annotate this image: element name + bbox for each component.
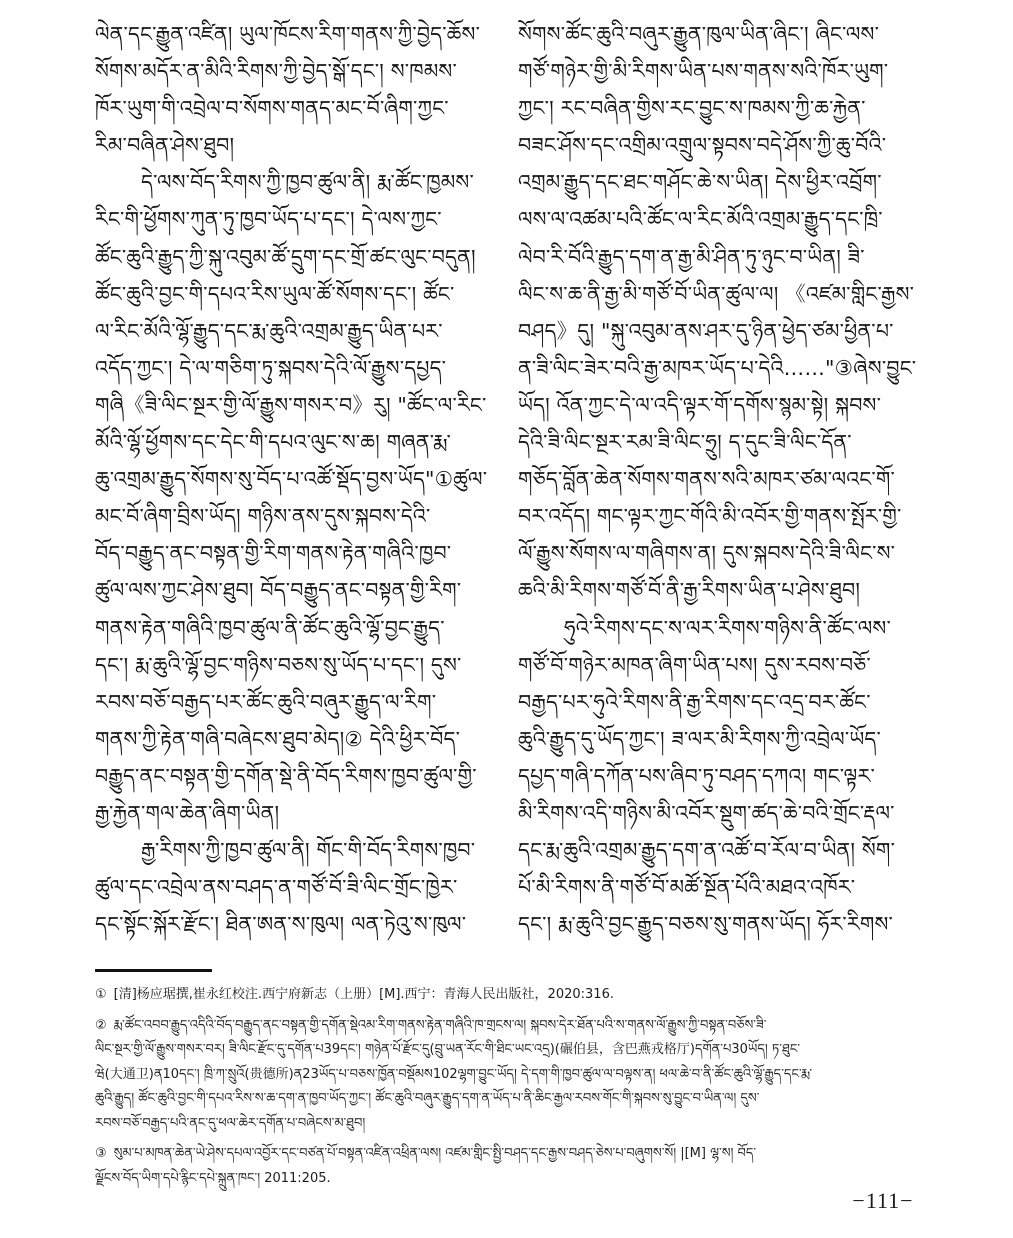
text-line: འགྲམ་རྒྱུད་དང་ཐང་གཤོང་ཆེ་ས་ཡིན། དེས་ཕྱིར་འབྲོག་ bbox=[518, 170, 882, 195]
text-line: གནས་རྟེན་གཞིའི་ཁྱབ་ཚུལ་ནི་ཚོང་ཆུའི་ལྷོ་བྱང་རྒྱུད་ bbox=[95, 615, 445, 640]
footnote-marker: ③ bbox=[95, 1146, 107, 1161]
footnote-line: རབས་བཅོ་བརྒྱད་པའི་ནང་དུ་ཕལ་ཆེར་དགོན་པ་བཞེངས་མ་ཐུབ། bbox=[95, 1115, 366, 1131]
text-line: ཆུའི་རྒྱུད་དུ་ཡོད་ཀྱང་། ཟ་ལར་མི་རིགས་ཀྱི་འབྲེལ་ཡོད་ bbox=[518, 726, 881, 751]
footnote-line: ② རྨ་ཚོང་འབབ་རྒྱུད་འདིའི་བོད་བརྒྱུད་ནང་བསྟན་གྱི་དགོན་སྡེའམ་རིག་གནས་རྟེན་གཞིའི་ཁ་གྲངས་ལ། སྐབས་དེར་ཐོན་པའི་ས་གནས་ལོ་རྒྱུས་ཀྱི་བསྟན་བཅོས་ཟི་ bbox=[95, 1017, 767, 1033]
text-line: དཔྱད་གཞི་དཀོན་པས་ཞིབ་ཏུ་བཤད་དཀའ། གང་ལྟར་ bbox=[518, 763, 875, 788]
text-line: པོ་མི་རིགས་ནི་གཙོ་བོ་མཚོ་སྔོན་པོའི་མཐའ་འཁོར་ bbox=[518, 875, 856, 900]
text-line: ཁོར་ཡུག་གི་འབྲེལ་བ་སོགས་གནད་མང་བོ་ཞིག་ཀྱང་ bbox=[95, 96, 449, 121]
text-line: རབས་བཅོ་བརྒྱད་པར་ཚོང་ཆུའི་བཞུར་རྒྱུད་ལ་རིག་ bbox=[95, 689, 437, 714]
text-line: དང་རྨ་ཆུའི་འགྲམ་རྒྱུད་དག་ན་འཚོ་བ་རོལ་བ་ཡིན། སོག་ bbox=[518, 838, 896, 863]
text-line: བརྒྱད་པར་ཧུའེ་རིགས་ནི་རྒྱ་རིགས་དང་འདྲ་བར་ཚོང་ bbox=[518, 689, 871, 714]
text-line: ལེན་དང་རྒྱུན་འཛིན། ཡུལ་ཁོངས་རིག་གནས་ཀྱི་བྱེད་ཆོས་ bbox=[95, 22, 481, 46]
text-line: ཆུ་འགྲམ་རྒྱུད་སོགས་སུ་བོད་པ་འཚོ་སྡོད་བྱས་ཡོད"①ཚུལ་ bbox=[95, 467, 488, 492]
left-column bbox=[95, 16, 502, 946]
text-line: ཆའི་མི་རིགས་གཙོ་བོ་ནི་རྒྱ་རིགས་ཡིན་པ་ཤེས་ཐུབ། bbox=[518, 578, 861, 603]
footnote-marker: ① bbox=[95, 987, 107, 1002]
text-line: མི་རིགས་འདི་གཉིས་མི་འབོར་སྡུག་ཚད་ཆེ་བའི་གྲོང་རྡལ་ bbox=[518, 800, 895, 825]
text-line: རྒྱ་རིགས་ཀྱི་ཁྱབ་ཚུལ་ནི། གོང་གི་བོད་རིགས་ཁྱབ་ bbox=[141, 838, 476, 863]
text-line: དང་། རྨ་ཆུའི་བྱང་རྒྱུད་བཅས་སུ་གནས་ཡོད། ཧོར་རིགས་ bbox=[518, 912, 894, 937]
text-line: ཧུའེ་རིགས་དང་ས་ལར་རིགས་གཉིས་ནི་ཚོང་ལས་ bbox=[564, 615, 891, 640]
text-line: གཞི《ཟི་ལིང་སྔར་གྱི་ལོ་རྒྱུས་གསར་བ》རུ། "ཚོང་ལ་རིང་ bbox=[95, 392, 487, 417]
text-line: བཟང་ཤོས་དང་འགྲིམ་འགྲུལ་སྟབས་བདེ་ཤོས་ཀྱི་ཆུ་བོའི་ bbox=[518, 133, 887, 158]
text-line: རིམ་བཞིན་ཤེས་ཐུབ། bbox=[95, 133, 235, 158]
footnote-line: ① [清]杨应琚撰,崔永红校注.西宁府新志（上册）[M].西宁：青海人民出版社，2020:316. bbox=[95, 987, 614, 1002]
text-line: ཀྱང་། རང་བཞིན་གྱིས་རང་བྱུང་ས་ཁམས་ཀྱི་ཆ་རྐྱེན་ bbox=[518, 96, 866, 121]
text-line: མང་བོ་ཞིག་བྲིས་ཡོད། གཉིས་ནས་དུས་སྐབས་དེའི་ bbox=[95, 504, 431, 529]
footnote bbox=[95, 983, 933, 1008]
text-line: གཙོ་བོ་གཉེར་མཁན་ཞིག་ཡིན་པས། དུས་རབས་བཅོ་ bbox=[518, 652, 871, 677]
footnote-line: ལྗོངས་བོད་ཡིག་དཔེ་རྙིང་དཔེ་སྐྲུན་ཁང་། 2011:205. bbox=[95, 1170, 331, 1186]
text-line: ཡོད། འོན་ཀྱང་དེ་ལ་འདི་ལྟར་གོ་དགོས་སྙམ་སྟེ། སྐབས་ bbox=[518, 392, 882, 417]
text-line: ལེབ་རི་བོའི་རྒྱུད་དག་ན་རྒྱ་མི་ཤིན་ཏུ་ཉུང་བ་ཡིན། ཟི་ bbox=[518, 244, 865, 269]
footnote-separator-rule bbox=[95, 969, 212, 972]
text-line: དེ་ལས་བོད་རིགས་ཀྱི་ཁྱབ་ཚུལ་ནི། རྨ་ཚོང་ཁྱམས་ bbox=[141, 170, 474, 195]
footnote-line: ③ སུམ་པ་མཁན་ཆེན་ཡེ་ཤེས་དཔལ་འབྱོར་དང་བཙན་པོ་བསྟན་འཛིན་འཕྲིན་ལས། འཛམ་གླིང་སྤྱི་བཤད་དང་རྒྱས་བཤད་ཅེས་པ་བཞུགས་སོ། |[M] ལྷ་ས། བོད་ bbox=[95, 1146, 757, 1161]
text-line: ལོ་རྒྱུས་སོགས་ལ་གཞིགས་ན། དུས་སྐབས་དེའི་ཟི་ལིང་ས་ bbox=[518, 541, 896, 566]
text-line: བཤད》དུ། "སྐུ་འབུམ་ནས་ཤར་དུ་ཉིན་ཕྱེད་ཙམ་ཕྱིན་པ་ bbox=[518, 318, 894, 343]
text-line: ཚོང་ཆུའི་རྒྱུད་ཀྱི་སྐུ་འབུམ་ཚོ་དྲུག་དང་གྲོ་ཚང་ལུང་བདུན། bbox=[95, 244, 476, 269]
text-line: དང་། རྨ་ཆུའི་ལྷོ་བྱང་གཉིས་བཅས་སུ་ཡོད་པ་དང་། དུས་ bbox=[95, 652, 462, 677]
text-line: རིང་གི་ཕྱོགས་ཀུན་ཏུ་ཁྱབ་ཡོད་པ་དང་། དེ་ལས་ཀྱང་ bbox=[95, 207, 442, 232]
text-line: ཚུལ་དང་འབྲེལ་ནས་བཤད་ན་གཙོ་བོ་ཟི་ལིང་གྲོང་ཁྱེར་ bbox=[95, 875, 458, 900]
text-line: འདོད་ཀྱང་། དེ་ལ་གཅིག་ཏུ་སྐབས་དེའི་ལོ་རྒྱུས་དཔྱད་ bbox=[95, 355, 447, 380]
text-line: ཚོང་ཆུའི་བྱང་གི་དཔའ་རིས་ཡུལ་ཚོ་སོགས་དང་། ཚོང་ bbox=[95, 281, 455, 306]
text-line: ལ་རིང་མོའི་ལྷོ་རྒྱུད་དང་རྨ་ཆུའི་འགྲམ་རྒྱུད་ཡིན་པར་ bbox=[95, 318, 443, 343]
text-line: བོད་བརྒྱུད་ནང་བསྟན་གྱི་རིག་གནས་རྟེན་གཞིའི་ཁྱབ་ bbox=[95, 541, 452, 566]
text-line: སོགས་ཚོང་ཆུའི་བཞུར་རྒྱུན་ཁུལ་ཡིན་ཞིང་། ཞིང་ལས་ bbox=[518, 22, 880, 46]
text-line: སོགས་མདོར་ན་མིའི་རིགས་ཀྱི་བྱེད་སྒོ་དང་། ས་ཁམས་ bbox=[95, 59, 457, 84]
footnote-line: ལིང་སྔར་གྱི་ལོ་རྒྱུས་གསར་བར། ཟི་ལིང་རྫོང་དུ་དགོན་པ39དང་། གཉེན་པོ་རྫོང་དུ(བྲུ་ཡན་རོང་གི་ཐིང་ཡང་འདྲ)(碾伯县，含巴燕戎格厅)དགོན་པ30ཡོད། ཏ་ཐུང་ bbox=[95, 1042, 801, 1057]
text-line: དང་སྟོང་སྐོར་རྫོང་། ཐིན་ཨན་ས་ཁུལ། ལན་ཏེའུ་ས་ཁུལ་ bbox=[95, 912, 467, 937]
body-text bbox=[95, 16, 925, 946]
text-line: ལས་ལ་འཚམ་པའི་ཚོང་ལ་རིང་མོའི་འགྲམ་རྒྱུད་དང་ཁྲི་ bbox=[518, 207, 883, 232]
text-line: གཙོ་གཉེར་གྱི་མི་རིགས་ཡིན་པས་གནས་སའི་ཁོར་ཡུག་ bbox=[518, 59, 889, 84]
footnote-marker: ② bbox=[95, 1017, 107, 1033]
text-line: བར་འདོད། གང་ལྟར་ཀྱང་གོའི་མི་འབོར་གྱི་གནས་སྤོར་གྱི་ bbox=[518, 504, 902, 529]
text-line: གནས་ཀྱི་རྟེན་གཞི་བཞེངས་ཐུབ་མེད།② དེའི་ཕྱིར་བོད་ bbox=[95, 726, 461, 751]
text-line: མོའི་ལྷོ་ཕྱོགས་དང་དེང་གི་དཔའ་ལུང་ས་ཆ། གཞན་རྨ་ bbox=[95, 430, 452, 455]
footnote-line: ཆུའི་རྒྱུད། ཚོང་ཆུའི་བྱང་གི་དཔའ་རིས་ས་ཆ་དག་ན་ཁྱབ་ཡོད་ཀྱང་། ཚོང་ཆུའི་བཞུར་རྒྱུད་དག་ན་ཡོད་པ་ནི་ཆིང་རྒྱལ་རབས་གོང་གི་སྐབས་སུ་བྱུང་བ་ཡིན་ལ། དུས་ bbox=[95, 1091, 760, 1106]
text-line: དེའི་ཟི་ལིང་སྔར་རམ་ཟི་ལིང་ཧྲུ། ད་དུང་ཟི་ལིང་དོན་ bbox=[518, 430, 852, 455]
text-line: རྒྱ་རྐྱེན་གལ་ཆེན་ཞིག་ཡིན། bbox=[95, 800, 280, 825]
text-line: ལིང་ས་ཆ་ནི་རྒྱ་མི་གཙོ་བོ་ཡིན་ཚུལ་ལ། 《འཛམ་གླིང་རྒྱས་ bbox=[518, 281, 915, 306]
page-number: −111− bbox=[852, 1188, 914, 1213]
footnote bbox=[95, 1142, 933, 1191]
footnote-line: ཝེ(大通卫)ན10དང་། ཁྲི་ཀ་སྲུའོ(贵德所)ན23ཡོད་པ་བཅས་ཁྱོན་བསྡོམས102ལྷག་བྱུང་ཡོད། དེ་དག་གི་ཁྱབ་ཚུལ་ལ་བལྟས་ན། ཕལ་ཆེ་བ་ནི་ཚོང་ཆུའི་ལྷོ་རྒྱུད་དང་རྨ་ bbox=[95, 1066, 813, 1082]
footnotes-section bbox=[95, 983, 933, 1197]
text-line: བརྒྱུད་ནང་བསྟན་གྱི་དགོན་སྡེ་ནི་བོད་རིགས་ཁྱབ་ཚུལ་གྱི་ bbox=[95, 763, 477, 788]
text-line: གཅོད་བློན་ཆེན་སོགས་གནས་སའི་མཁར་ཙམ་ལའང་གོ་ bbox=[518, 467, 896, 492]
right-column bbox=[518, 16, 925, 946]
text-line: ན་ཟི་ལིང་ཟེར་བའི་རྒྱ་མཁར་ཡོད་པ་དེའི……"③ཞེས་བྱུང་ bbox=[518, 355, 917, 380]
text-line: ཚུལ་ལས་ཀྱང་ཤེས་ཐུབ། བོད་བརྒྱུད་ནང་བསྟན་གྱི་རིག་ bbox=[95, 578, 462, 603]
footnote bbox=[95, 1014, 933, 1137]
